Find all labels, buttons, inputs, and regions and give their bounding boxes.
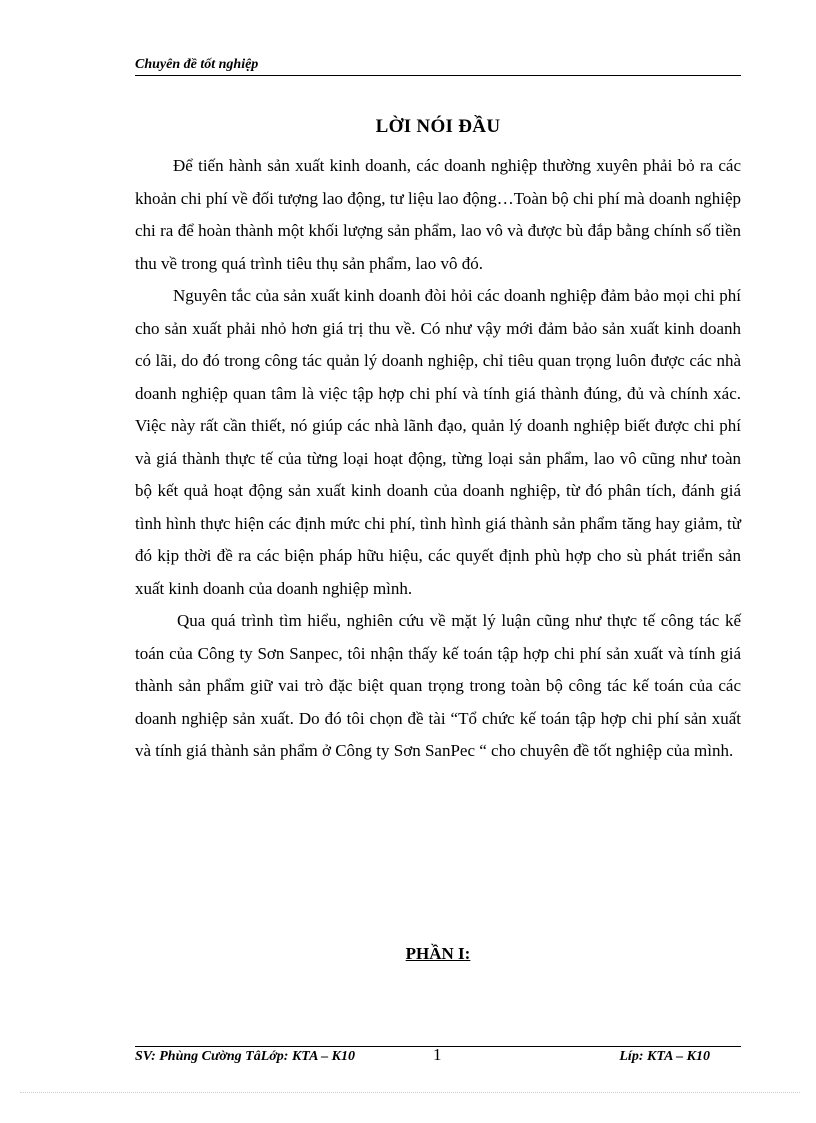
page-footer: [135, 1045, 741, 1068]
page-number: 1: [433, 1045, 442, 1064]
section-heading: [135, 944, 741, 964]
footer-class-info: Líp: KTA – K10: [619, 1049, 710, 1064]
paragraph-2: Nguyên tắc của sản xuất kinh doanh đòi hỏi các doanh nghiệp đảm bảo mọi chi phí cho sản xuất phải nhỏ hơn giá trị thu về. Có như vậy mới đảm bảo sản xuất kinh doanh có lãi, do đó trong công tác quản lý doanh nghiệp, chỉ tiêu quan trọng luôn được các nhà doanh nghiệp quan tâm là việc tập hợp chi phí và tính giá thành đúng, đủ và chính xác. Việc này rất cần thiết, nó giúp các nhà lãnh đạo, quản lý doanh nghiệp biết được chi phí và giá thành thực tế của từng loại hoạt động, từng loại sản phẩm, lao vô cũng như toàn bộ kết quả hoạt động sản xuất kinh doanh của doanh nghiệp, từ đó phân tích, đánh giá tình hình thực hiện các định mức chi phí, tình hình giá thành sản phẩm tăng hay giảm, từ đó kịp thời đề ra các biện pháp hữu hiệu, các quyết định phù hợp cho sù phát triển sản xuất kinh doanh của doanh nghiệp mình.: [135, 286, 741, 598]
page-bottom-dotted-line: [20, 1092, 800, 1093]
paragraph-3: Qua quá trình tìm hiểu, nghiên cứu về mặt lý luận cũng như thực tế công tác kế toán của Công ty Sơn Sanpec, tôi nhận thấy kế toán tập hợp chi phí sản xuất và tính giá thành sản phẩm giữ vai trò đặc biệt quan trọng trong toàn bộ công tác kế toán của các doanh nghiệp sản xuất. Do đó tôi chọn đề tài “Tổ chức kế toán tập hợp chi phí sản xuất và tính giá thành sản phẩm ở Công ty Sơn SanPec “ cho chuyên đề tốt nghiệp của mình.: [135, 611, 741, 760]
document-title: LỜI NÓI ĐẦU: [375, 116, 501, 137]
header-text: Chuyên đề tốt nghiệp: [135, 57, 259, 72]
section-heading-text: PHẦN I:: [405, 944, 471, 963]
footer-student-info: SV: Phùng Cường TâLớp: KTA – K10: [135, 1049, 355, 1064]
paragraph-1: Để tiến hành sản xuất kinh doanh, các doanh nghiệp thường xuyên phải bỏ ra các khoản chi phí về đối tượng lao động, tư liệu lao động…Toàn bộ chi phí mà doanh nghiệp chi ra để hoàn thành một khối lượng sản phẩm, lao vô và được bù đắp bằng chính số tiền thu về trong quá trình tiêu thụ sản phẩm, lao vô đó.: [135, 156, 742, 273]
page-header: [135, 57, 741, 76]
document-body: [135, 150, 741, 768]
